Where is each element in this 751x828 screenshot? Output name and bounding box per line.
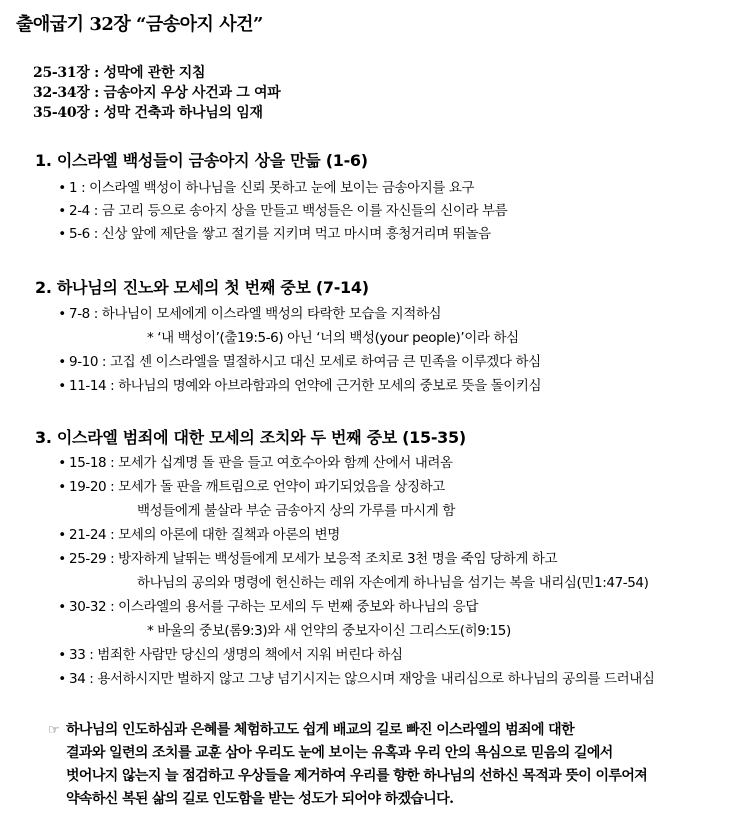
page-title: 출애굽기 32장 “금송아지 사건”: [16, 14, 263, 35]
list-item: [55, 667, 655, 691]
list-item: [55, 643, 655, 667]
list-item: [55, 302, 541, 326]
overview-line: 35-40장 : 성막 건축과 하나님의 임재: [33, 105, 263, 121]
bullet-icon: •: [58, 306, 66, 322]
bullet-icon: •: [58, 647, 66, 663]
item-note: * ‘내 백성이’(출19:5-6) 아닌 ‘너의 백성(your people)’이라 하심: [147, 330, 519, 346]
item-text: 33 : 범죄한 사람만 당신의 생명의 책에서 지워 버린다 하심: [69, 647, 403, 663]
conclusion-line: 약속하신 복된 삶의 길로 인도함을 받는 성도가 되어야 하겠습니다.: [66, 791, 454, 807]
bullet-icon: •: [58, 599, 66, 615]
item-text: 15-18 : 모세가 십계명 돌 판을 들고 여호수아와 함께 산에서 내려옴: [69, 455, 453, 471]
item-text: 11-14 : 하나님의 명예와 아브라함과의 언약에 근거한 모세의 중보로 뜻을 돌이키심: [69, 378, 542, 394]
item-text: 30-32 : 이스라엘의 용서를 구하는 모세의 두 번째 중보와 하나님의 응답: [69, 599, 478, 615]
bullet-icon: •: [58, 479, 66, 495]
bullet-icon: •: [58, 378, 66, 394]
list-item: [55, 475, 655, 499]
item-text: 21-24 : 모세의 아론에 대한 질책과 아론의 변명: [69, 527, 340, 543]
section-items: [55, 302, 541, 398]
bullet-icon: •: [58, 527, 66, 543]
list-item: [55, 523, 655, 547]
chapter-overview: [33, 63, 281, 123]
section-title: 2. 하나님의 진노와 모세의 첫 번째 중보 (7-14): [35, 278, 369, 297]
section-items: [55, 177, 507, 246]
section-3: [35, 425, 655, 691]
section-title: 3. 이스라엘 범죄에 대한 모세의 조치와 두 번째 중보 (15-35): [35, 428, 466, 447]
list-item: [55, 374, 541, 398]
item-text: 19-20 : 모세가 돌 판을 깨트림으로 언약이 파기되었음을 상징하고: [69, 479, 445, 495]
section-1: [35, 148, 507, 246]
conclusion-line: 벗어나지 않는지 늘 점검하고 우상들을 제거하여 우리를 향한 하나님의 선하신 목적과 뜻이 이루어져: [66, 768, 648, 784]
list-item: [55, 223, 507, 246]
list-item: [55, 595, 655, 619]
overview-line: 32-34장 : 금송아지 우상 사건과 그 여파: [33, 85, 281, 101]
item-continuation: 하나님의 공의와 명령에 헌신하는 레위 자손에게 하나님을 섬기는 복을 내리심(민1:47-54): [137, 575, 649, 591]
list-item: [55, 547, 655, 571]
item-note: * 바울의 중보(롬9:3)와 새 언약의 중보자이신 그리스도(히9:15): [147, 623, 511, 639]
section-2: [35, 275, 541, 398]
bullet-icon: •: [58, 226, 66, 242]
item-text: 1 : 이스라엘 백성이 하나님을 신뢰 못하고 눈에 보이는 금송아지를 요구: [69, 180, 475, 196]
bullet-icon: •: [58, 671, 66, 687]
conclusion-line: 하나님의 인도하심과 은혜를 체험하고도 쉽게 배교의 길로 빠진 이스라엘의 범죄에 대한: [66, 722, 575, 738]
list-item: [55, 177, 507, 200]
item-continuation: 백성들에게 불살라 부순 금송아지 상의 가루를 마시게 함: [137, 503, 455, 519]
section-title: 1. 이스라엘 백성들이 금송아지 상을 만듦 (1-6): [35, 151, 368, 170]
item-text: 2-4 : 금 고리 등으로 송아지 상을 만들고 백성들은 이를 자신들의 신이라 부름: [69, 203, 508, 219]
item-text: 34 : 용서하시지만 벌하지 않고 그냥 넘기시지는 않으시며 재앙을 내리심으로 하나님의 공의를 드러내심: [69, 671, 655, 687]
bullet-icon: •: [58, 455, 66, 471]
bullet-icon: •: [58, 354, 66, 370]
bullet-icon: •: [58, 551, 66, 567]
conclusion: [48, 719, 748, 811]
conclusion-line: 결과와 일련의 조치를 교훈 삼아 우리도 눈에 보이는 유혹과 우리 안의 욕심으로 믿음의 길에서: [66, 745, 613, 761]
item-text: 25-29 : 방자하게 날뛰는 백성들에게 모세가 보응적 조치로 3천 명을 죽임 당하게 하고: [69, 551, 558, 567]
item-text: 9-10 : 고집 센 이스라엘을 멸절하시고 대신 모세로 하여금 큰 민족을 이루겠다 하심: [69, 354, 541, 370]
list-item: [55, 200, 507, 223]
section-items: [55, 451, 655, 691]
item-text: 7-8 : 하나님이 모세에게 이스라엘 백성의 타락한 모습을 지적하심: [69, 306, 442, 322]
pointing-hand-icon: ☞: [48, 723, 60, 738]
item-text: 5-6 : 신상 앞에 제단을 쌓고 절기를 지키며 먹고 마시며 흥청거리며 뛰놀음: [69, 226, 491, 242]
bullet-icon: •: [58, 203, 66, 219]
list-item: [55, 451, 655, 475]
overview-line: 25-31장 : 성막에 관한 지침: [33, 65, 206, 81]
list-item: [55, 350, 541, 374]
bullet-icon: •: [58, 180, 66, 196]
